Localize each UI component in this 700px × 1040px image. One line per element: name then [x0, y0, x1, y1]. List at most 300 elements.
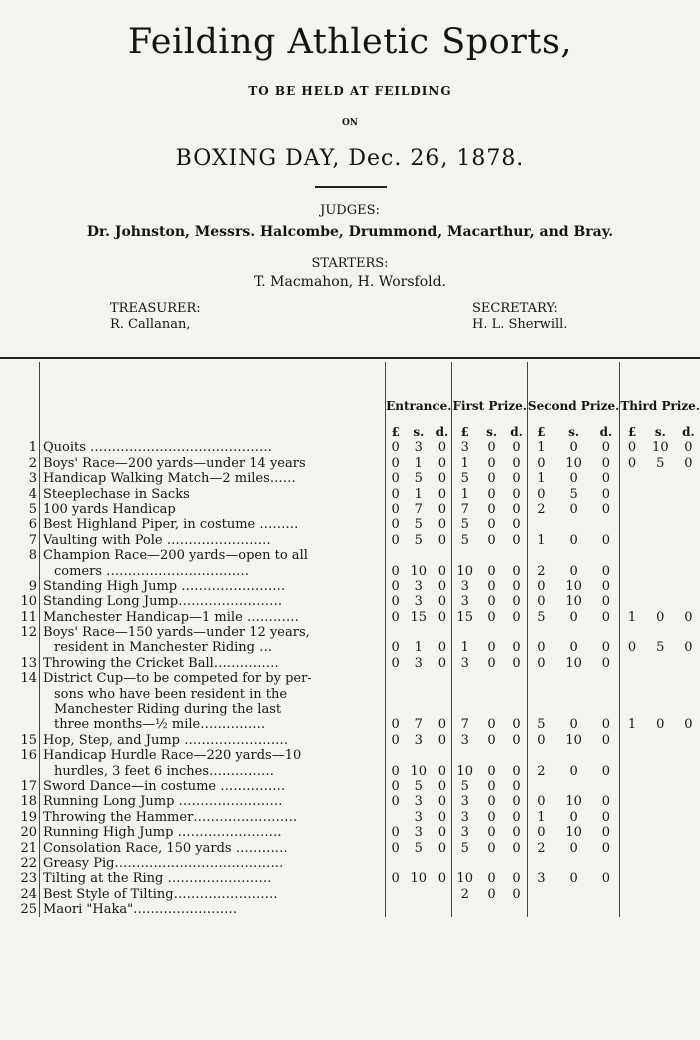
table-row [10, 532, 700, 547]
second-prize-amount: 0 [569, 809, 578, 825]
first-prize-amount: 0 [506, 717, 527, 732]
event-name: three months—½ mile…………… [40, 717, 386, 732]
second-prize-amount: 0 [592, 825, 619, 840]
event-name: Running Long Jump …………………… [40, 794, 386, 809]
third-prize-amount [620, 594, 644, 609]
first-prize-amount [452, 902, 477, 917]
second-prize-amount: 1 [537, 440, 546, 456]
third-prize-amount [644, 794, 677, 809]
first-prize-amount: 0 [506, 655, 527, 670]
second-prize-amount: 0 [537, 455, 546, 471]
secretary-block [472, 301, 567, 333]
event-number: 12 [10, 625, 40, 640]
second-prize-amount: 0 [592, 455, 619, 470]
first-prize-amount: 5 [460, 778, 469, 794]
event-number: 21 [10, 840, 40, 855]
table-row [10, 825, 700, 840]
first-prize-amount: 0 [506, 532, 527, 547]
first-prize-amount: 0 [487, 732, 496, 748]
secretary-label: SECRETARY: [472, 301, 558, 316]
table-row [10, 732, 700, 747]
entrance-amount: 3 [414, 594, 423, 610]
third-prize-amount [677, 655, 700, 670]
entrance-amount: 0 [432, 594, 452, 609]
event-name: Steeplechase in Sacks [40, 486, 386, 501]
second-prize-amount: 1 [537, 809, 546, 825]
event-number: 5 [10, 502, 40, 517]
first-prize-amount: 0 [487, 440, 496, 456]
second-prize-amount: 3 [537, 871, 546, 887]
second-prize-amount [592, 856, 619, 871]
first-prize-amount: 0 [487, 501, 496, 517]
event-number: 20 [10, 825, 40, 840]
entrance-amount: 0 [391, 455, 400, 471]
first-prize-amount: 0 [487, 778, 496, 794]
first-prize-amount: 7 [460, 501, 469, 517]
entrance-amount: 5 [414, 840, 423, 856]
first-prize-amount: 7 [460, 717, 469, 733]
entrance-amount: 0 [432, 825, 452, 840]
second-prize-amount: 0 [592, 486, 619, 501]
first-prize-amount: 0 [487, 763, 496, 779]
table-row [10, 579, 700, 594]
first-prize-amount: 0 [506, 825, 527, 840]
third-prize-amount [620, 886, 644, 901]
event-number: 24 [10, 886, 40, 901]
entrance-amount [386, 856, 406, 871]
second-prize-amount: 0 [592, 794, 619, 809]
event-number: 16 [10, 748, 40, 763]
title-divider [315, 186, 387, 188]
table-row [10, 455, 700, 470]
event-number: 18 [10, 794, 40, 809]
second-prize-amount: 0 [569, 717, 578, 733]
third-prize-amount [677, 594, 700, 609]
entrance-amount [432, 856, 452, 871]
first-prize-amount: 0 [487, 825, 496, 841]
starters-names: T. Macmahon, H. Worsfold. [253, 274, 447, 290]
entrance-amount: 7 [414, 501, 423, 517]
first-prize-amount: 1 [460, 486, 469, 502]
entrance-amount [386, 809, 406, 824]
first-prize-amount: 10 [456, 871, 473, 887]
entrance-amount: 0 [391, 778, 400, 794]
third-prize-amount [677, 563, 700, 578]
event-number: 13 [10, 655, 40, 670]
third-prize-amount: 0 [684, 717, 693, 733]
entrance-amount: 0 [432, 640, 452, 655]
first-prize-amount: 3 [460, 794, 469, 810]
entrance-amount: 3 [414, 809, 423, 825]
second-prize-amount [555, 517, 593, 532]
second-prize-amount: 0 [569, 609, 578, 625]
event-number: 11 [10, 609, 40, 624]
judges-names: Dr. Johnston, Messrs. Halcombe, Drummond, Macarthur, and Bray. [86, 224, 614, 240]
third-prize-amount [620, 532, 644, 547]
third-prize-amount [644, 856, 677, 871]
third-prize-amount [644, 809, 677, 824]
entrance-amount: 10 [410, 563, 428, 579]
third-prize-amount [620, 502, 644, 517]
entrance-amount: 0 [432, 609, 452, 624]
table-row [10, 702, 700, 717]
third-prize-amount [677, 871, 700, 886]
currency-units-row [10, 414, 700, 440]
first-prize-amount: 0 [506, 609, 527, 624]
second-prize-amount [592, 517, 619, 532]
third-prize-amount [677, 517, 700, 532]
entrance-amount: 1 [414, 486, 423, 502]
third-prize-amount [644, 517, 677, 532]
event-number: 25 [10, 902, 40, 917]
first-prize-amount: 0 [506, 579, 527, 594]
treasurer-name: R. Callanan, [110, 317, 191, 332]
entrance-amount: 0 [391, 655, 400, 671]
table-row [10, 594, 700, 609]
table-row [10, 763, 700, 778]
prize-table-body [10, 362, 700, 917]
second-prize-amount: 0 [569, 640, 578, 656]
third-prize-amount: 0 [627, 455, 637, 471]
table-row [10, 886, 700, 901]
third-prize-amount [677, 732, 700, 747]
entrance-amount: 0 [391, 871, 400, 887]
entrance-amount: 0 [391, 486, 400, 502]
second-prize-amount: 0 [569, 871, 578, 887]
table-row [10, 517, 700, 532]
second-prize-amount [527, 779, 554, 794]
event-name: Manchester Handicap—1 mile ………… [40, 609, 386, 624]
event-number: 2 [10, 455, 40, 470]
second-prize-amount: 0 [569, 532, 578, 548]
event-name: comers …………………………… [40, 563, 386, 578]
third-prize-amount: 0 [627, 440, 637, 456]
third-prize-amount [644, 486, 677, 501]
entrance-amount: 5 [414, 471, 423, 487]
entrance-amount: 0 [391, 794, 400, 810]
first-prize-amount: 0 [506, 840, 527, 855]
first-prize-amount: 1 [460, 455, 469, 471]
entrance-amount: 0 [432, 486, 452, 501]
second-prize-amount: 10 [565, 655, 582, 671]
third-prize-amount: 1 [627, 717, 637, 733]
event-name: 100 yards Handicap [40, 502, 386, 517]
first-prize-amount: 0 [487, 455, 496, 471]
second-prize-amount: 0 [537, 794, 546, 810]
third-prize-amount: 0 [627, 640, 637, 656]
entrance-amount [405, 856, 432, 871]
first-prize-amount: 0 [506, 502, 527, 517]
second-prize-amount: 10 [565, 578, 582, 594]
entrance-amount: 0 [432, 717, 452, 732]
first-prize-amount: 0 [506, 594, 527, 609]
third-prize-amount [620, 486, 644, 501]
third-prize-amount [677, 471, 700, 486]
entrance-amount: 0 [432, 502, 452, 517]
entrance-amount: 5 [414, 532, 423, 548]
entrance-amount: 0 [391, 532, 400, 548]
third-prize-amount: 0 [656, 717, 665, 733]
entrance-amount: 0 [391, 763, 400, 779]
third-prize-amount [620, 579, 644, 594]
second-prize-amount: 0 [592, 732, 619, 747]
entrance-amount: 0 [432, 455, 452, 470]
entrance-amount: 0 [391, 563, 400, 579]
event-name: Running High Jump …………………… [40, 825, 386, 840]
third-prize-amount [677, 902, 700, 917]
event-number: 19 [10, 809, 40, 824]
first-prize-amount: 0 [487, 471, 496, 487]
third-prize-amount [644, 871, 677, 886]
entrance-amount: 0 [391, 840, 400, 856]
second-prize-amount: 0 [569, 563, 578, 579]
third-prize-amount [620, 840, 644, 855]
second-prize-amount: 2 [537, 763, 546, 779]
second-prize-shilling-unit: s. [568, 425, 580, 439]
event-number: 15 [10, 732, 40, 747]
entrance-amount: 7 [414, 717, 423, 733]
event-name: Vaulting with Pole …………………… [40, 532, 386, 547]
event-number: 7 [10, 532, 40, 547]
third-prize-amount [620, 732, 644, 747]
prize-table [10, 362, 700, 917]
second-prize-amount: 0 [537, 578, 546, 594]
entrance-amount: 0 [391, 609, 400, 625]
second-prize-amount: 0 [569, 840, 578, 856]
third-prize-amount [677, 840, 700, 855]
entrance-amount: 0 [391, 501, 400, 517]
second-prize-amount: 5 [569, 486, 578, 502]
second-prize-amount: 10 [565, 794, 582, 810]
second-prize-amount: 0 [592, 640, 619, 655]
entrance-amount: 0 [432, 655, 452, 670]
first-prize-amount: 5 [460, 532, 469, 548]
entrance-amount: 0 [432, 763, 452, 778]
first-prize-amount: 0 [506, 455, 527, 470]
second-prize-amount: 10 [565, 455, 582, 471]
first-prize-amount [477, 856, 506, 871]
entrance-amount [386, 902, 406, 917]
third-prize-amount [620, 902, 644, 917]
third-prize-amount [644, 579, 677, 594]
first-prize-amount: 0 [487, 640, 496, 656]
table-row [10, 609, 700, 624]
second-prize-amount: 0 [569, 763, 578, 779]
entrance-pound-unit: £ [391, 425, 400, 439]
event-number: 23 [10, 871, 40, 886]
first-prize-amount: 0 [506, 886, 527, 901]
table-row [10, 748, 700, 763]
event-number: 9 [10, 579, 40, 594]
table-row [10, 671, 700, 686]
second-prize-header: Second Prize. [527, 362, 619, 414]
first-prize-pence-unit: d. [506, 414, 527, 440]
first-prize-amount: 0 [506, 794, 527, 809]
second-prize-amount: 10 [565, 732, 582, 748]
first-prize-amount [506, 902, 527, 917]
second-prize-amount: 0 [592, 594, 619, 609]
third-prize-amount [644, 732, 677, 747]
third-prize-pence-unit: d. [682, 425, 695, 439]
event-name: hurdles, 3 feet 6 inches…………… [40, 763, 386, 778]
entrance-amount: 3 [414, 578, 423, 594]
table-row [10, 486, 700, 501]
second-prize-amount: 0 [537, 655, 546, 671]
first-prize-amount: 5 [460, 840, 469, 856]
third-prize-amount [620, 779, 644, 794]
table-row [10, 655, 700, 670]
first-prize-header: First Prize. [452, 362, 527, 414]
event-name: Quoits …………………………………… [40, 440, 386, 455]
table-row [10, 563, 700, 578]
first-prize-amount: 0 [487, 486, 496, 502]
event-name: Consolation Race, 150 yards ………… [40, 840, 386, 855]
entrance-amount: 0 [432, 840, 452, 855]
table-row [10, 809, 700, 824]
second-prize-amount: 10 [565, 825, 582, 841]
third-prize-amount [620, 871, 644, 886]
event-name: sons who have been resident in the [40, 686, 386, 701]
third-prize-amount [677, 763, 700, 778]
entrance-header: Entrance. [386, 362, 452, 414]
treasurer-label: TREASURER: [110, 301, 201, 316]
subtitle-held-at: TO BE HELD AT FEILDING [248, 84, 452, 98]
second-prize-amount: 0 [569, 501, 578, 517]
first-prize-amount: 0 [487, 578, 496, 594]
third-prize-amount [620, 655, 644, 670]
event-number: 22 [10, 856, 40, 871]
entrance-amount: 0 [391, 594, 400, 610]
second-prize-amount: 0 [592, 532, 619, 547]
entrance-amount: 0 [391, 578, 400, 594]
entrance-amount: 0 [432, 794, 452, 809]
third-prize-amount [644, 840, 677, 855]
third-prize-amount: 1 [627, 609, 637, 625]
event-name: Throwing the Cricket Ball…………… [40, 655, 386, 670]
first-prize-amount: 0 [487, 871, 496, 887]
first-prize-amount: 0 [506, 732, 527, 747]
first-prize-amount [506, 856, 527, 871]
event-name: Maori "Haka"…………………… [40, 902, 386, 917]
entrance-amount: 0 [432, 732, 452, 747]
third-prize-shilling-unit: s. [654, 425, 666, 439]
second-prize-amount: 5 [537, 609, 546, 625]
first-prize-amount: 1 [460, 640, 469, 656]
entrance-amount: 0 [391, 517, 400, 533]
first-prize-amount: 3 [460, 825, 469, 841]
entrance-amount [432, 902, 452, 917]
third-prize-amount [644, 532, 677, 547]
event-name: Handicap Walking Match—2 miles…… [40, 471, 386, 486]
entrance-amount: 1 [414, 455, 423, 471]
second-prize-amount: 0 [592, 440, 619, 455]
second-prize-amount: 0 [592, 502, 619, 517]
second-prize-amount [592, 779, 619, 794]
second-prize-amount: 0 [537, 486, 546, 502]
secretary-name: H. L. Sherwill. [472, 317, 568, 332]
event-name: Standing Long Jump…………………… [40, 594, 386, 609]
first-prize-amount: 0 [487, 794, 496, 810]
event-number: 4 [10, 486, 40, 501]
third-prize-amount [644, 594, 677, 609]
first-prize-amount: 0 [487, 609, 496, 625]
first-prize-amount: 0 [487, 563, 496, 579]
event-name: Best Highland Piper, in costume ……… [40, 517, 386, 532]
first-prize-amount: 3 [460, 440, 469, 456]
second-prize-amount [527, 886, 554, 901]
entrance-amount: 5 [414, 517, 423, 533]
table-row [10, 625, 700, 640]
event-number: 14 [10, 671, 40, 686]
entrance-amount: 0 [432, 809, 452, 824]
third-prize-amount: 0 [684, 440, 693, 456]
first-prize-amount [452, 856, 477, 871]
first-prize-amount: 3 [460, 809, 469, 825]
entrance-amount: 5 [414, 778, 423, 794]
second-prize-amount [555, 886, 593, 901]
event-number: 3 [10, 471, 40, 486]
second-prize-amount: 0 [592, 809, 619, 824]
second-prize-amount [555, 779, 593, 794]
third-prize-amount [644, 886, 677, 901]
table-row [10, 902, 700, 917]
treasurer-block [110, 301, 201, 333]
third-prize-amount: 10 [652, 440, 669, 456]
entrance-amount: 0 [391, 440, 400, 456]
second-prize-amount: 0 [537, 640, 546, 656]
first-prize-amount: 0 [506, 640, 527, 655]
third-prize-amount [644, 471, 677, 486]
second-prize-amount [527, 902, 554, 917]
third-prize-amount [677, 809, 700, 824]
second-prize-amount [592, 886, 619, 901]
event-name: Boys' Race—150 yards—under 12 years, [40, 625, 386, 640]
third-prize-amount [644, 825, 677, 840]
third-prize-amount [620, 517, 644, 532]
entrance-amount: 3 [414, 732, 423, 748]
third-prize-amount [620, 856, 644, 871]
table-row [10, 548, 700, 563]
first-prize-amount [477, 902, 506, 917]
entrance-amount: 0 [391, 732, 400, 748]
third-prize-amount [620, 563, 644, 578]
entrance-amount: 1 [414, 640, 423, 656]
first-prize-amount: 0 [506, 763, 527, 778]
third-prize-amount: 0 [656, 609, 665, 625]
event-name: Boys' Race—200 yards—under 14 years [40, 455, 386, 470]
second-prize-amount: 10 [565, 594, 582, 610]
third-prize-amount [644, 763, 677, 778]
third-prize-amount [620, 809, 644, 824]
first-prize-amount: 0 [487, 840, 496, 856]
second-prize-amount: 1 [537, 532, 546, 548]
second-prize-amount: 2 [537, 563, 546, 579]
second-prize-amount: 1 [537, 471, 546, 487]
third-prize-amount [677, 886, 700, 901]
event-name: Tilting at the Ring …………………… [40, 871, 386, 886]
entrance-amount: 0 [391, 825, 400, 841]
third-prize-amount: 5 [656, 640, 665, 656]
event-name: resident in Manchester Riding … [40, 640, 386, 655]
first-prize-pound-unit: £ [460, 425, 469, 439]
second-prize-amount: 0 [537, 732, 546, 748]
first-prize-amount: 5 [460, 471, 469, 487]
entrance-amount: 15 [410, 609, 428, 625]
first-prize-amount: 0 [487, 594, 496, 610]
event-name: Greasy Pig………………………………… [40, 856, 386, 871]
entrance-amount [405, 902, 432, 917]
event-name: District Cup—to be competed for by per- [40, 671, 386, 686]
